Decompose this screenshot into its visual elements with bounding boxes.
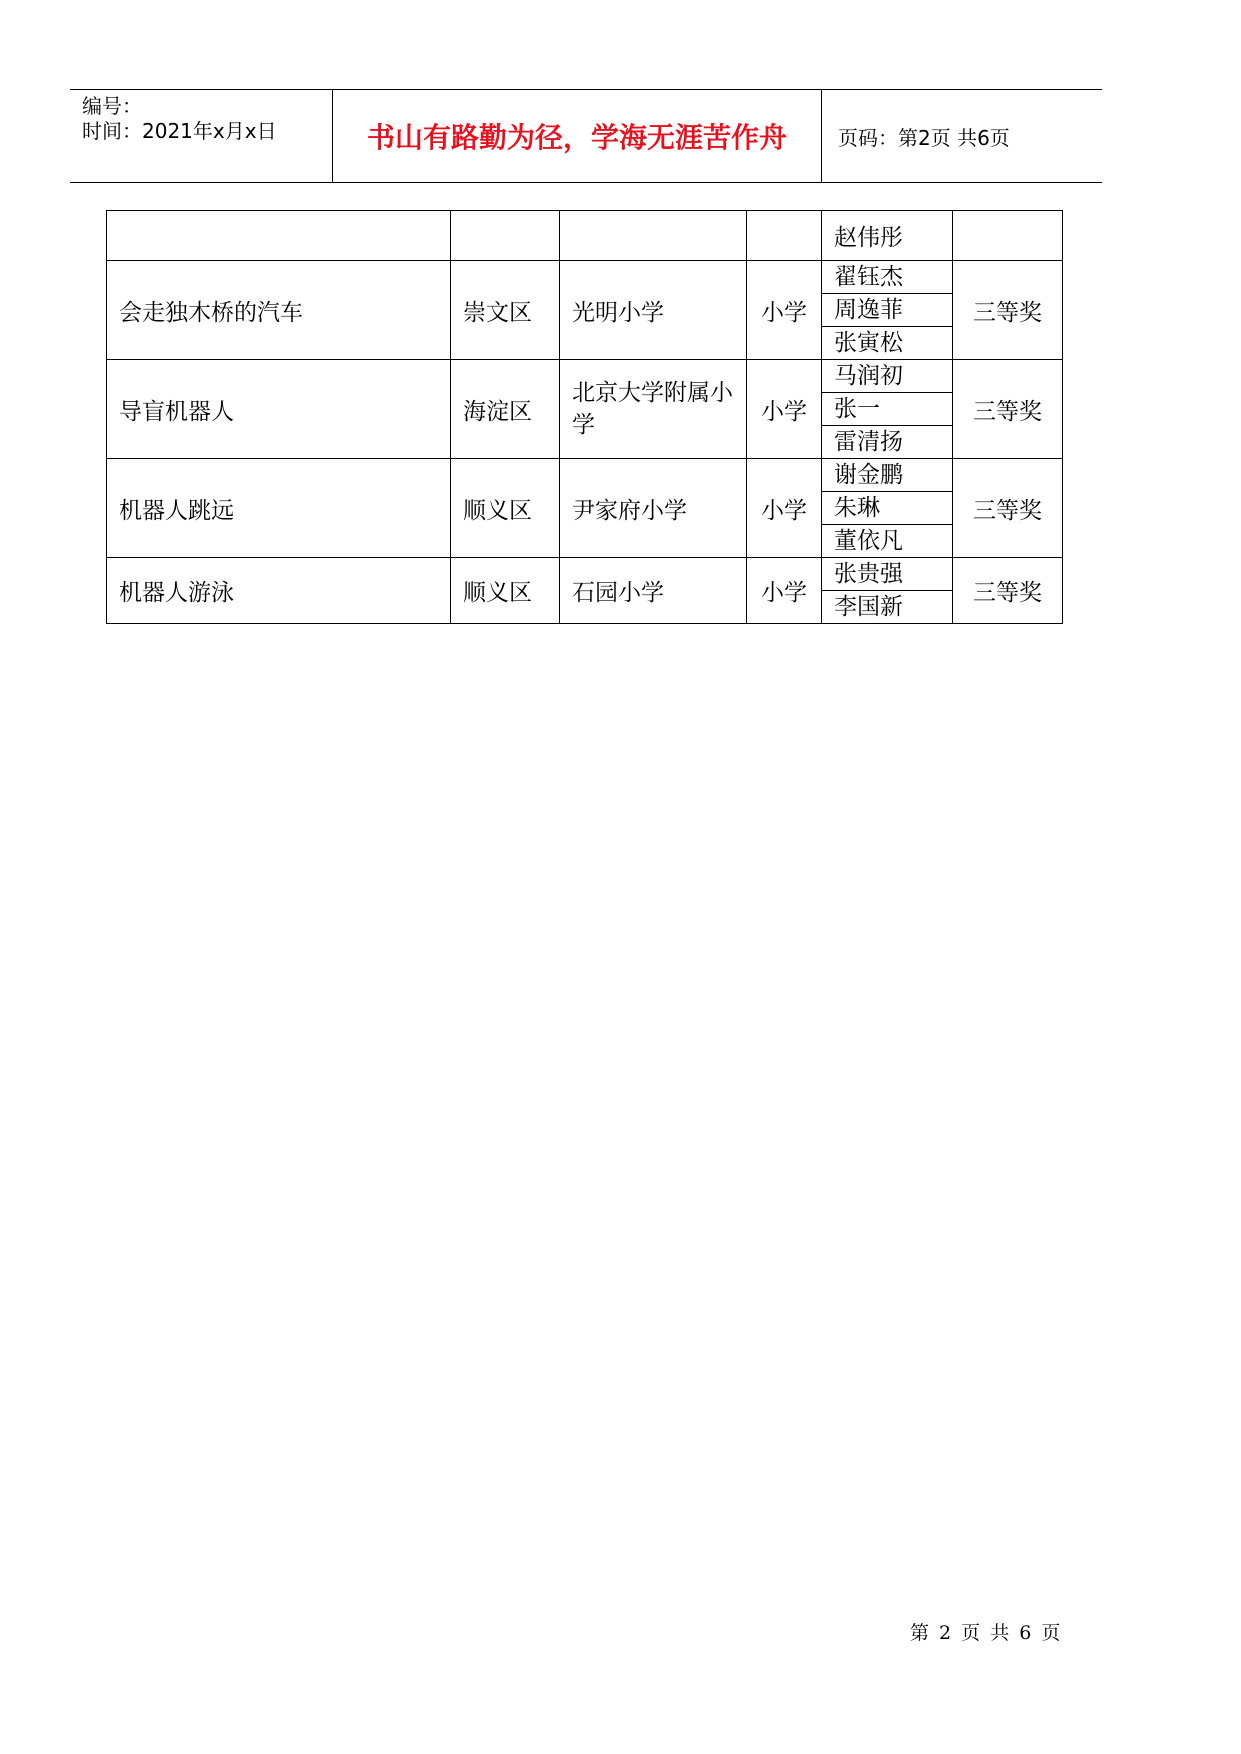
title-cell: 会走独木桥的汽车 xyxy=(107,261,451,360)
member-cell: 马润初 xyxy=(822,360,953,393)
district-cell: 崇文区 xyxy=(451,261,560,360)
table-row xyxy=(107,558,1063,591)
member-cell: 雷清扬 xyxy=(822,426,953,459)
page-footer xyxy=(0,1618,1241,1646)
awards-table xyxy=(106,210,1063,624)
table-row xyxy=(107,211,1063,261)
school-cell xyxy=(560,211,747,261)
level-cell: 小学 xyxy=(747,360,822,459)
school-cell: 石园小学 xyxy=(560,558,747,624)
level-cell xyxy=(747,211,822,261)
school-cell: 光明小学 xyxy=(560,261,747,360)
member-cell: 李国新 xyxy=(822,591,953,624)
table-row xyxy=(107,261,1063,294)
member-cell: 翟钰杰 xyxy=(822,261,953,294)
footer-page-number: 第 2 页 共 6 页 xyxy=(910,1622,1063,1644)
school-cell: 尹家府小学 xyxy=(560,459,747,558)
award-cell: 三等奖 xyxy=(953,360,1063,459)
page-indicator: 页码：第2页 共6页 xyxy=(838,125,1010,150)
member-cell: 张一 xyxy=(822,393,953,426)
page-header xyxy=(70,89,1102,183)
award-cell xyxy=(953,211,1063,261)
member-cell: 谢金鹏 xyxy=(822,459,953,492)
level-cell: 小学 xyxy=(747,261,822,360)
header-page-cell xyxy=(822,90,1102,182)
school-cell: 北京大学附属小学 xyxy=(560,360,747,459)
member-cell: 周逸菲 xyxy=(822,294,953,327)
award-cell: 三等奖 xyxy=(953,459,1063,558)
title-cell xyxy=(107,211,451,261)
motto: 书山有路勤为径，学海无涯苦作舟 xyxy=(366,121,787,154)
member-cell: 朱琳 xyxy=(822,492,953,525)
title-cell: 导盲机器人 xyxy=(107,360,451,459)
title-cell: 机器人游泳 xyxy=(107,558,451,624)
award-cell: 三等奖 xyxy=(953,261,1063,360)
district-cell: 顺义区 xyxy=(451,459,560,558)
member-cell: 张寅松 xyxy=(822,327,953,360)
title-cell: 机器人跳远 xyxy=(107,459,451,558)
date-line: 时间：2021年x月x日 xyxy=(82,119,277,143)
level-cell: 小学 xyxy=(747,459,822,558)
member-cell: 张贵强 xyxy=(822,558,953,591)
header-meta xyxy=(70,90,333,182)
header-motto-cell xyxy=(333,90,822,182)
award-cell: 三等奖 xyxy=(953,558,1063,624)
serial-number-label: 编号： xyxy=(82,94,142,118)
district-cell: 顺义区 xyxy=(451,558,560,624)
member-cell: 董依凡 xyxy=(822,525,953,558)
district-cell: 海淀区 xyxy=(451,360,560,459)
member-cell: 赵伟彤 xyxy=(822,211,953,261)
level-cell: 小学 xyxy=(747,558,822,624)
district-cell xyxy=(451,211,560,261)
table-row xyxy=(107,360,1063,393)
table-row xyxy=(107,459,1063,492)
